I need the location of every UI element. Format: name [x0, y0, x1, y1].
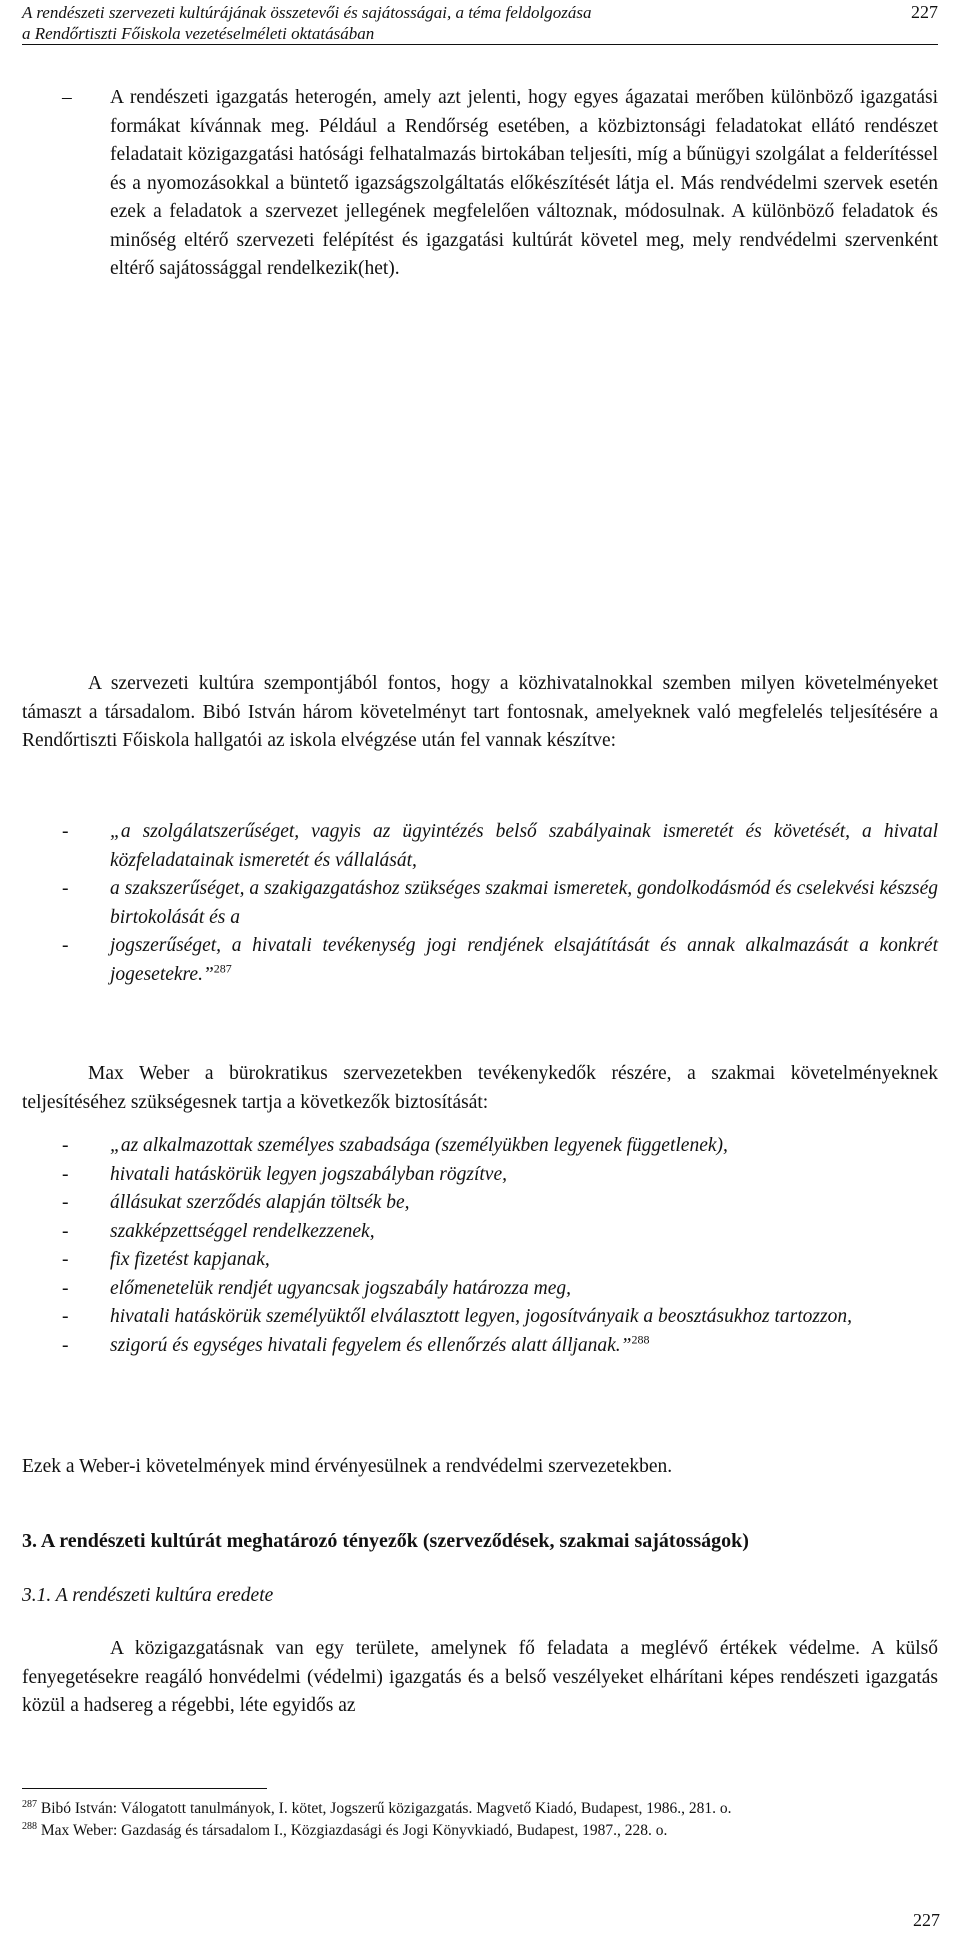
- footnotes: [22, 1798, 938, 1842]
- list-dash: –: [62, 87, 72, 108]
- list-item-text: előmenetelük rendjét ugyancsak jogszabály határozza meg,: [110, 1277, 572, 1299]
- header-line-1: A rendészeti szervezeti kultúrájának összetevői és sajátosságai, a téma feldolgozása: [22, 3, 592, 22]
- header-title: [22, 2, 591, 44]
- list-dash: -: [62, 821, 69, 842]
- list-item: [22, 1303, 938, 1332]
- section-heading: 3. A rendészeti kultúrát meghatározó tényezők (szerveződések, szakmai sajátosságok): [22, 1530, 749, 1552]
- footnote-text: Bibó István: Válogatott tanulmányok, I. kötet, Jogszerű közigazgatás. Magvető Kiadó, Budapest, 1986., 281. o.: [40, 1800, 732, 1817]
- list-item: [22, 1161, 938, 1190]
- intro-item: [22, 84, 938, 284]
- list-dash: -: [62, 878, 69, 899]
- list-dash: -: [62, 1249, 69, 1270]
- list-item-text: hivatali hatáskörük személyüktől elválasztott legyen, jogosítványaik a beosztásukhoz tartozzon,: [110, 1306, 852, 1327]
- footnote-separator: [22, 1788, 267, 1789]
- list-item: [22, 1218, 938, 1247]
- footnote-number: 288: [22, 1820, 37, 1832]
- weber-list: [22, 1132, 938, 1360]
- list-dash: -: [62, 1135, 69, 1156]
- list-item-text: szigorú és egységes hivatali fegyelem és ellenőrzés alatt álljanak.”: [110, 1334, 632, 1356]
- list-item: [22, 875, 938, 932]
- list-item: [22, 1246, 938, 1275]
- list-item-text: hivatali hatáskörük legyen jogszabályban rögzítve,: [110, 1163, 507, 1185]
- list-dash: -: [62, 935, 69, 956]
- paragraph-weber: Max Weber a bürokratikus szervezetekben tevékenykedők részére, a szakmai követelményeknek teljesítéséhez szükségesnek tartja a következők biztosítását:: [22, 1063, 938, 1113]
- footnote-ref[interactable]: 288: [631, 1332, 650, 1346]
- paragraph-origin: A közigazgatásnak van egy területe, amelynek fő feladata a meglévő értékek védelme. A külső fenyegetésekre reagáló honvédelmi (védelmi) igazgatás és a belső veszélyeket elhárítani képes rendészeti igazgatás közül a hadsereg a régebbi, léte egyidős az: [22, 1638, 938, 1716]
- subsection-heading: 3.1. A rendészeti kultúra eredete: [22, 1585, 274, 1606]
- footnote-text: Max Weber: Gazdaság és társadalom I., Közgiazdasági és Jogi Könyvkiadó, Budapest, 1987., 228. o.: [40, 1822, 668, 1839]
- list-item-text: állásukat szerződés alapján töltsék be,: [110, 1192, 410, 1213]
- header-line-2: a Rendőrtiszti Főiskola vezetéselméleti oktatásában: [22, 24, 375, 43]
- list-item: [22, 932, 938, 989]
- bibo-list: [22, 818, 938, 989]
- list-item-text: szakképzettséggel rendelkezzenek,: [110, 1220, 375, 1242]
- running-header: [22, 0, 938, 45]
- footnote-ref[interactable]: 287: [213, 961, 232, 975]
- list-item-text: jogszerűséget, a hivatali tevékenység jogi rendjének elsajátítását és annak alkalmazását a konkrét jogesetekre.”: [110, 935, 938, 985]
- intro-item-text: A rendészeti igazgatás heterogén, amely azt jelenti, hogy egyes ágazatai merőben különböző igazgatási formákat kívánnak meg. Például a Rendőrség esetében, a közbiztonsági feladatokat ellátó rendészet feladatait közigazgatási hatósági felhatalmazás birtokában teljesíti, míg a bűnügyi szolgálat a felderítéssel és a nyomozásokkal a büntető igazságszolgáltatás előkészítését látja el. Más rendvédelmi szervek esetén ezek a feladatok a szervezet jellegének megfelelően változnak, módosulnak. A különböző feladatok és minőség eltérő szervezeti felépítést és igazgatási kultúrát követel meg, mely rendvédelmi szervenként eltérő sajátossággal rendelkezik(het).: [110, 87, 938, 279]
- footnote: [22, 1820, 938, 1842]
- list-item-text: „a szolgálatszerűséget, vagyis az ügyintézés belső szabályainak ismeretét és követését, a hivatal közfeladatainak ismeretét és vállalását,: [110, 821, 938, 871]
- footnote-number: 287: [22, 1798, 37, 1810]
- list-dash: -: [62, 1306, 69, 1327]
- paragraph-weber-end: Ezek a Weber-i követelmények mind érvényesülnek a rendvédelmi szervezetekben.: [22, 1456, 673, 1477]
- list-item: [22, 1132, 938, 1161]
- list-item: [22, 1332, 938, 1361]
- list-item-text: fix fizetést kapjanak,: [110, 1249, 270, 1270]
- list-item: [22, 818, 938, 875]
- footnote: [22, 1798, 938, 1820]
- list-dash: -: [62, 1192, 69, 1213]
- paragraph-bibo: A szervezeti kultúra szempontjából fontos, hogy a közhivatalnokkal szemben milyen követelményeket támaszt a társadalom. Bibó István három követelményt tart fontosnak, amelyeknek való megfelelés teljesítésére a Rendőrtiszti Főiskola hallgatói az iskola elvégzése után fel vannak készítve:: [22, 673, 938, 751]
- list-dash: -: [62, 1163, 69, 1185]
- list-item: [22, 1189, 938, 1218]
- header-page-number: 227: [911, 2, 938, 22]
- list-item-text: a szakszerűséget, a szakigazgatáshoz szükséges szakmai ismeretek, gondolkodásmód és cselekvési készség birtokolását és a: [110, 878, 938, 928]
- list-dash: -: [62, 1220, 69, 1242]
- list-dash: -: [62, 1334, 69, 1356]
- footer-page-number: 227: [913, 1910, 940, 1930]
- list-dash: -: [62, 1277, 69, 1299]
- list-item: [22, 1275, 938, 1304]
- list-item-text: „az alkalmazottak személyes szabadsága (személyükben legyenek függetlenek),: [110, 1135, 728, 1156]
